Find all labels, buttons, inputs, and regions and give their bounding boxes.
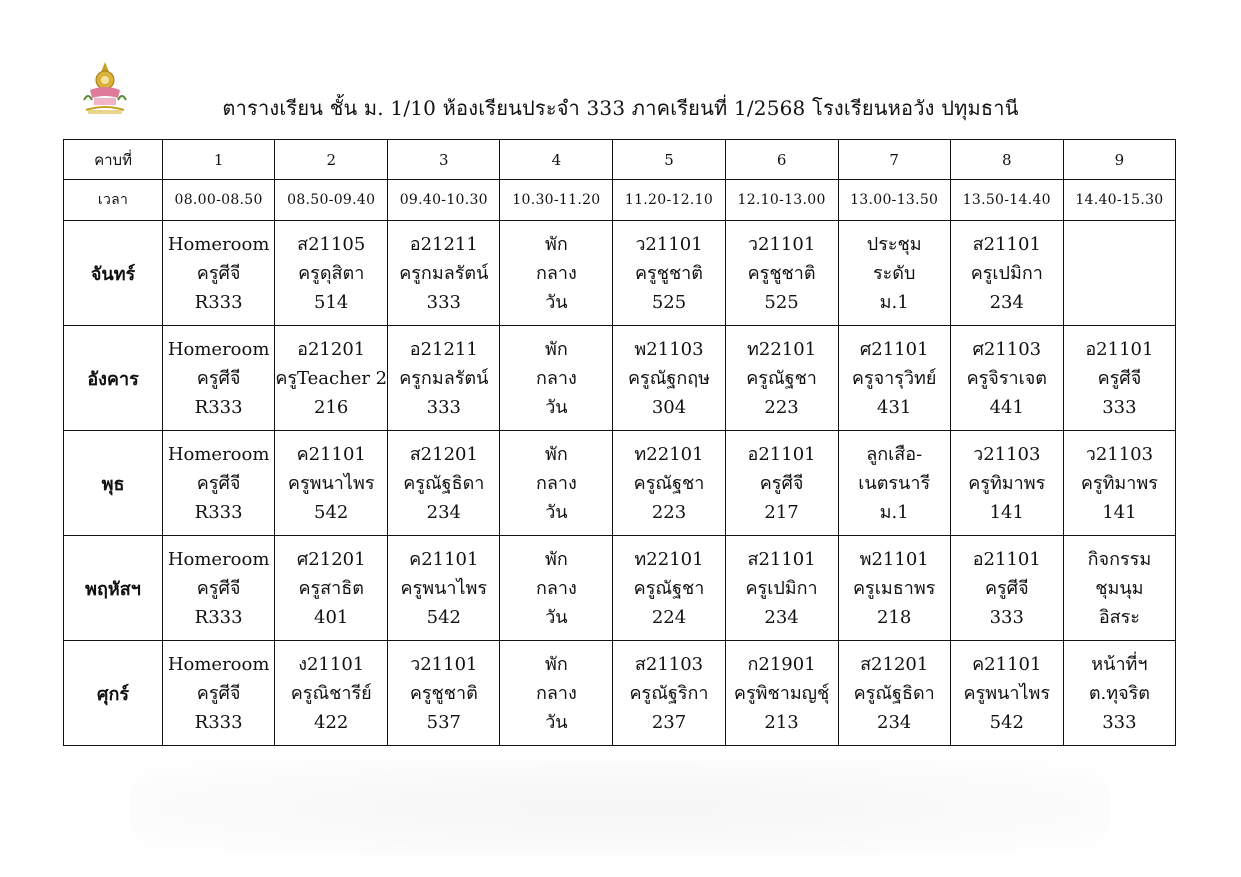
subject-code: อ21101: [1085, 338, 1154, 360]
schedule-cell: [1063, 221, 1175, 326]
subject-code: Homeroom: [167, 548, 270, 570]
schedule-cell: [163, 641, 275, 746]
day-row: [64, 221, 1176, 326]
day-name: พฤหัสฯ: [64, 536, 163, 641]
teacher-name: ครูกมลรัตน์: [399, 367, 489, 389]
day-name: พุธ: [64, 431, 163, 536]
room-number: 223: [651, 501, 687, 523]
subject-code: ค21101: [972, 653, 1042, 675]
room-number: อิสระ: [1098, 606, 1140, 628]
schedule-cell: [500, 431, 613, 536]
teacher-name: ครูศีจี: [196, 472, 241, 494]
timetable: [63, 139, 1176, 746]
time-slot: 08.50-09.40: [275, 180, 388, 221]
teacher-name: ครูชูชาติ: [635, 262, 703, 284]
period-number: 2: [275, 140, 388, 180]
subject-code: ศ21101: [859, 338, 929, 360]
teacher-name: ครูจิราเจต: [966, 367, 1047, 389]
room-number: R333: [194, 711, 243, 733]
schedule-cell: [725, 641, 838, 746]
schedule-cell: [388, 536, 500, 641]
schedule-cell: [275, 221, 388, 326]
subject-code: ว21101: [635, 233, 703, 255]
period-number: 9: [1063, 140, 1175, 180]
teacher-name: ครูณัฐชา: [633, 472, 705, 494]
subject-code: ประชุม: [866, 233, 922, 255]
schedule-cell: [613, 326, 725, 431]
schedule-cell: [388, 326, 500, 431]
teacher-name: ระดับ: [872, 262, 916, 284]
teacher-name: ต.ทุจริต: [1088, 682, 1150, 704]
schedule-cell: [838, 431, 950, 536]
schedule-cell: [725, 326, 838, 431]
subject-code: ส21105: [297, 233, 366, 255]
room-number: 422: [314, 711, 349, 733]
teacher-name: ครูณัฐชา: [633, 577, 705, 599]
schedule-cell: [613, 641, 725, 746]
subject-code: ง21101: [298, 653, 365, 675]
subject-code: Homeroom: [167, 653, 270, 675]
schedule-cell: [275, 536, 388, 641]
room-number: 234: [426, 501, 461, 523]
teacher-name: ครูศีจี: [196, 367, 241, 389]
room-number: [1064, 288, 1175, 317]
subject-code: ลูกเสือ-: [866, 443, 923, 465]
teacher-name: กลาง: [535, 472, 577, 494]
subject-code: Homeroom: [167, 338, 270, 360]
room-number: 431: [877, 396, 912, 418]
room-number: 514: [314, 291, 349, 313]
period-number: 1: [163, 140, 275, 180]
schedule-cell: [275, 641, 388, 746]
teacher-name: ครูชูชาติ: [409, 682, 478, 704]
subject-code: ศ21201: [296, 548, 366, 570]
subject-code: อ21211: [409, 338, 478, 360]
day-name: อังคาร: [64, 326, 163, 431]
subject-code: พ21101: [859, 548, 929, 570]
room-number: 333: [426, 291, 461, 313]
schedule-cell: [388, 431, 500, 536]
teacher-name: ครูพนาไพร: [963, 682, 1051, 704]
time-slot: 13.00-13.50: [838, 180, 950, 221]
schedule-cell: [500, 221, 613, 326]
room-number: 223: [764, 396, 799, 418]
room-number: 441: [989, 396, 1024, 418]
teacher-name: กลาง: [535, 262, 577, 284]
room-number: วัน: [545, 501, 568, 523]
subject-code: ส21101: [747, 548, 816, 570]
schedule-cell: [950, 221, 1063, 326]
schedule-cell: [388, 641, 500, 746]
room-number: 234: [877, 711, 912, 733]
subject-code: พัก: [545, 338, 568, 360]
teacher-name: ครูณัฐธิดา: [853, 682, 935, 704]
subject-code: ศ21103: [972, 338, 1042, 360]
schedule-cell: [725, 536, 838, 641]
room-number: 234: [989, 291, 1024, 313]
schedule-cell: [838, 536, 950, 641]
period-number: 6: [725, 140, 838, 180]
teacher-name: กลาง: [535, 577, 577, 599]
room-number: 141: [989, 501, 1024, 523]
time-slot: 10.30-11.20: [500, 180, 613, 221]
schedule-cell: [950, 641, 1063, 746]
schedule-cell: [500, 536, 613, 641]
schedule-cell: [950, 326, 1063, 431]
teacher-name: ครูศีจี: [984, 577, 1029, 599]
room-number: วัน: [545, 711, 568, 733]
schedule-cell: [500, 326, 613, 431]
subject-code: ท22101: [634, 443, 704, 465]
teacher-name: กลาง: [535, 682, 577, 704]
teacher-name: ครูศีจี: [196, 577, 241, 599]
schedule-cell: [1063, 431, 1175, 536]
schedule-cell: [725, 431, 838, 536]
day-name: ศุกร์: [64, 641, 163, 746]
teacher-name: ครูเมธาพร: [853, 577, 936, 599]
teacher-name: กลาง: [535, 367, 577, 389]
period-label: คาบที่: [64, 140, 163, 180]
teacher-name: ครูณิชารีย์: [290, 682, 372, 704]
subject-code: ก21901: [747, 653, 816, 675]
room-number: วัน: [545, 606, 568, 628]
time-slot: 13.50-14.40: [950, 180, 1063, 221]
subject-code: ส21103: [634, 653, 704, 675]
room-number: ม.1: [879, 291, 909, 313]
schedule-cell: [163, 431, 275, 536]
teacher-name: ครูจารุวิทย์: [851, 367, 937, 389]
schedule-cell: [613, 221, 725, 326]
room-number: 542: [426, 606, 461, 628]
subject-code: [1064, 230, 1175, 259]
time-slot: 11.20-12.10: [613, 180, 725, 221]
page-title: ตารางเรียน ชั้น ม. 1/10 ห้องเรียนประจำ 333 ภาคเรียนที่ 1/2568 โรงเรียนหอวัง ปทุมธานี: [222, 96, 1019, 120]
teacher-name: ครูเปมิกา: [970, 262, 1043, 284]
teacher-name: ครูณัฐชา: [746, 367, 817, 389]
subject-code: กิจกรรม: [1087, 548, 1152, 570]
teacher-name: [1064, 259, 1175, 288]
room-number: 333: [989, 606, 1024, 628]
room-number: 217: [764, 501, 799, 523]
period-number: 5: [613, 140, 725, 180]
teacher-name: ครูศีจี: [196, 262, 241, 284]
room-number: 525: [764, 291, 799, 313]
room-number: 525: [651, 291, 687, 313]
teacher-name: ครูศีจี: [196, 682, 241, 704]
time-slot: 09.40-10.30: [388, 180, 500, 221]
subject-code: ส21101: [972, 233, 1041, 255]
day-name: จันทร์: [64, 221, 163, 326]
schedule-cell: [613, 536, 725, 641]
period-number: 7: [838, 140, 950, 180]
subject-code: ส21201: [409, 443, 478, 465]
room-number: 542: [989, 711, 1024, 733]
schedule-cell: [163, 326, 275, 431]
subject-code: พ21103: [634, 338, 704, 360]
schedule-cell: [838, 641, 950, 746]
time-label: เวลา: [64, 180, 163, 221]
time-row: [64, 180, 1176, 221]
teacher-name: ครูกมลรัตน์: [399, 262, 489, 284]
room-number: 213: [764, 711, 799, 733]
room-number: R333: [194, 396, 243, 418]
day-row: [64, 431, 1176, 536]
subject-code: ว21101: [410, 653, 478, 675]
room-number: ม.1: [879, 501, 909, 523]
subject-code: พัก: [545, 653, 568, 675]
room-number: วัน: [545, 291, 568, 313]
day-row: [64, 326, 1176, 431]
time-slot: 14.40-15.30: [1063, 180, 1175, 221]
room-number: 237: [651, 711, 687, 733]
room-number: 542: [314, 501, 349, 523]
room-number: R333: [194, 501, 243, 523]
period-number: 8: [950, 140, 1063, 180]
teacher-name: ครูสาธิต: [298, 577, 364, 599]
period-header-row: [64, 140, 1176, 180]
subject-code: ว21101: [747, 233, 816, 255]
teacher-name: ครูพิชามญชุ์: [733, 682, 830, 704]
room-number: 333: [1102, 396, 1137, 418]
subject-code: พัก: [545, 548, 568, 570]
subject-code: ค21101: [409, 548, 479, 570]
room-number: 141: [1102, 501, 1137, 523]
schedule-cell: [838, 326, 950, 431]
subject-code: อ21201: [297, 338, 366, 360]
time-slot: 08.00-08.50: [163, 180, 275, 221]
time-slot: 12.10-13.00: [725, 180, 838, 221]
schedule-cell: [275, 431, 388, 536]
schedule-cell: [500, 641, 613, 746]
subject-code: ค21101: [296, 443, 366, 465]
room-number: 333: [1102, 711, 1137, 733]
room-number: 224: [651, 606, 687, 628]
room-number: R333: [194, 291, 243, 313]
teacher-name: ครูศีจี: [759, 472, 804, 494]
teacher-name: ครูเปมิกา: [745, 577, 818, 599]
schedule-cell: [1063, 641, 1175, 746]
schedule-cell: [163, 221, 275, 326]
schedule-cell: [725, 221, 838, 326]
schedule-cell: [838, 221, 950, 326]
subject-code: ว21103: [973, 443, 1041, 465]
subject-code: ว21103: [1085, 443, 1154, 465]
schedule-cell: [388, 221, 500, 326]
subject-code: พัก: [545, 233, 568, 255]
room-number: 234: [764, 606, 799, 628]
day-row: [64, 641, 1176, 746]
schedule-cell: [163, 536, 275, 641]
subject-code: อ21101: [972, 548, 1041, 570]
day-row: [64, 536, 1176, 641]
teacher-name: เนตรนารี: [858, 472, 931, 494]
schedule-cell: [275, 326, 388, 431]
room-number: 537: [426, 711, 461, 733]
subject-code: ส21201: [860, 653, 929, 675]
schedule-cell: [1063, 326, 1175, 431]
teacher-name: ครูณัฐกฤษ: [627, 367, 710, 389]
teacher-name: ครูดุสิตา: [298, 262, 365, 284]
teacher-name: ครูชูชาติ: [747, 262, 816, 284]
teacher-name: ครูพนาไพร: [287, 472, 375, 494]
subject-code: ท22101: [634, 548, 704, 570]
room-number: 218: [877, 606, 912, 628]
schedule-cell: [950, 431, 1063, 536]
subject-code: อ21101: [747, 443, 816, 465]
subject-code: อ21211: [409, 233, 478, 255]
room-number: R333: [194, 606, 243, 628]
period-number: 3: [388, 140, 500, 180]
room-number: 333: [426, 396, 461, 418]
teacher-name: ชุมนุม: [1095, 577, 1144, 599]
schedule-cell: [613, 431, 725, 536]
blurred-footer: [130, 760, 1110, 855]
teacher-name: ครูพนาไพร: [400, 577, 488, 599]
teacher-name: ครูTeacher 2: [275, 367, 388, 389]
period-number: 4: [500, 140, 613, 180]
teacher-name: ครูศีจี: [1097, 367, 1142, 389]
room-number: 401: [314, 606, 349, 628]
teacher-name: ครูทิมาพร: [968, 472, 1046, 494]
schedule-cell: [950, 536, 1063, 641]
teacher-name: ครูณัฐธิดา: [403, 472, 485, 494]
subject-code: Homeroom: [167, 443, 270, 465]
subject-code: Homeroom: [167, 233, 270, 255]
teacher-name: ครูทิมาพร: [1080, 472, 1158, 494]
schedule-cell: [1063, 536, 1175, 641]
subject-code: ท22101: [747, 338, 817, 360]
subject-code: หน้าที่ฯ: [1091, 653, 1148, 675]
room-number: วัน: [545, 396, 568, 418]
room-number: 216: [314, 396, 349, 418]
subject-code: พัก: [545, 443, 568, 465]
room-number: 304: [651, 396, 687, 418]
teacher-name: ครูณัฐริกา: [629, 682, 709, 704]
